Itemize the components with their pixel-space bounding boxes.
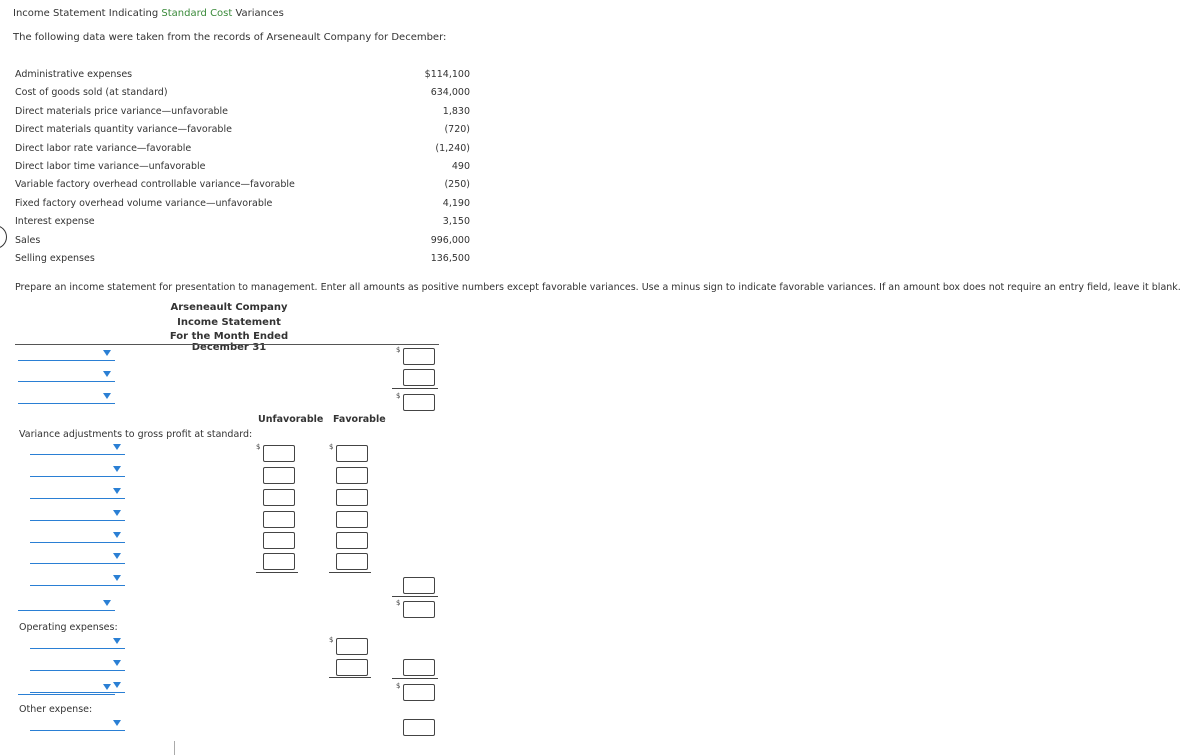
account-dropdown[interactable] — [30, 442, 125, 455]
data-row-value: 136,500 — [430, 253, 470, 264]
title-highlight-link[interactable]: Standard Cost — [161, 8, 233, 19]
total-rule — [329, 677, 371, 678]
company-name: Arseneault Company — [170, 302, 288, 313]
variance-section-label: Variance adjustments to gross profit at standard: — [19, 429, 253, 440]
data-row-label: Sales — [15, 234, 41, 246]
header-rule — [15, 344, 439, 345]
amount-input[interactable] — [403, 577, 435, 594]
account-dropdown[interactable] — [18, 369, 115, 382]
data-row — [15, 106, 470, 124]
amount-input[interactable] — [403, 684, 435, 701]
data-row-label: Direct labor time variance—unfavorable — [15, 161, 206, 172]
account-dropdown[interactable] — [30, 508, 125, 521]
intro-text: The following data were taken from the records of Arseneault Company for December: — [13, 32, 447, 43]
amount-input[interactable] — [403, 394, 435, 411]
amount-input[interactable] — [336, 553, 368, 570]
chevron-down-icon — [103, 684, 111, 690]
amount-input[interactable] — [336, 511, 368, 528]
amount-input[interactable] — [336, 467, 368, 484]
chevron-down-icon — [113, 720, 121, 726]
chevron-down-icon — [113, 444, 121, 450]
data-row-value: $114,100 — [424, 69, 470, 80]
currency-symbol: $ — [396, 682, 401, 690]
text-caret — [174, 741, 175, 755]
amount-input[interactable] — [263, 467, 295, 484]
account-dropdown[interactable] — [18, 348, 115, 361]
account-dropdown[interactable] — [30, 551, 125, 564]
amount-input[interactable] — [336, 489, 368, 506]
chevron-down-icon — [103, 600, 111, 606]
problem-title — [13, 8, 284, 19]
data-row-value: 490 — [451, 161, 470, 172]
amount-input[interactable] — [403, 659, 435, 676]
currency-symbol: $ — [329, 443, 334, 451]
data-row — [15, 216, 470, 234]
currency-symbol: $ — [329, 636, 334, 644]
data-row — [15, 69, 470, 87]
data-row — [15, 143, 470, 161]
chevron-down-icon — [113, 638, 121, 644]
account-dropdown[interactable] — [30, 636, 125, 649]
account-dropdown[interactable] — [18, 598, 115, 611]
amount-input[interactable] — [263, 553, 295, 570]
title-prefix: Income Statement Indicating — [13, 8, 162, 19]
account-dropdown[interactable] — [30, 530, 125, 543]
data-row-value: 3,150 — [442, 216, 470, 228]
data-row-value: 4,190 — [442, 197, 470, 209]
data-row-value: 996,000 — [430, 234, 470, 246]
amount-input[interactable] — [336, 445, 368, 462]
data-row — [15, 235, 470, 253]
operating-expenses-label: Operating expenses: — [19, 622, 118, 633]
account-dropdown[interactable] — [30, 486, 125, 499]
data-row-label: Cost of goods sold (at standard) — [15, 87, 168, 99]
data-row-label: Variable factory overhead controllable variance—favorable — [15, 179, 295, 191]
data-row-label: Direct materials quantity variance—favorable — [15, 124, 232, 136]
amount-input[interactable] — [336, 532, 368, 549]
currency-symbol: $ — [396, 599, 401, 607]
amount-input[interactable] — [403, 719, 435, 736]
amount-input[interactable] — [403, 601, 435, 618]
data-row-label: Administrative expenses — [15, 69, 133, 80]
amount-input[interactable] — [263, 511, 295, 528]
amount-input[interactable] — [403, 369, 435, 386]
data-row-value: (1,240) — [435, 142, 470, 154]
chevron-down-icon — [113, 510, 121, 516]
chevron-down-icon — [113, 553, 121, 559]
amount-input[interactable] — [336, 638, 368, 655]
chevron-down-icon — [113, 660, 121, 666]
account-dropdown[interactable] — [30, 658, 125, 671]
data-row — [15, 161, 470, 179]
data-row — [15, 198, 470, 216]
data-row — [15, 124, 470, 142]
total-rule — [329, 572, 371, 573]
data-row — [15, 87, 470, 105]
amount-input[interactable] — [263, 532, 295, 549]
data-row-label: Direct materials price variance—unfavorable — [15, 105, 229, 117]
instructions-text: Prepare an income statement for presentation to management. Enter all amounts as positive numbers except favorable variances. Use a minus sign to indicate favorable variances. If an amount box does not require an entry field, leave it blank. — [15, 282, 1181, 293]
title-suffix: Variances — [232, 8, 284, 19]
other-expense-label: Other expense: — [19, 704, 93, 715]
total-rule — [392, 596, 438, 597]
amount-input[interactable] — [403, 348, 435, 365]
data-row-value: (720) — [444, 124, 470, 136]
chevron-down-icon — [113, 488, 121, 494]
chevron-down-icon — [103, 393, 111, 399]
chevron-down-icon — [103, 350, 111, 356]
amount-input[interactable] — [263, 489, 295, 506]
account-dropdown[interactable] — [18, 391, 115, 404]
data-row — [15, 253, 470, 271]
account-dropdown[interactable] — [30, 573, 125, 586]
chevron-down-icon — [113, 575, 121, 581]
total-rule — [392, 388, 438, 389]
total-rule — [392, 678, 438, 679]
statement-name: Income Statement — [177, 317, 281, 328]
account-dropdown[interactable] — [30, 718, 125, 731]
account-dropdown[interactable] — [30, 464, 125, 477]
chevron-down-icon — [113, 466, 121, 472]
data-row-value: 634,000 — [430, 87, 470, 99]
data-row — [15, 179, 470, 197]
chevron-down-icon — [113, 532, 121, 538]
statement-period: For the Month Ended December 31 — [169, 331, 289, 353]
account-dropdown[interactable] — [18, 682, 115, 695]
chevron-down-icon — [103, 371, 111, 377]
column-header-favorable: Favorable — [333, 414, 386, 425]
data-row-label: Selling expenses — [15, 253, 95, 264]
mouse-cursor-icon — [0, 225, 7, 249]
column-header-unfavorable: Unfavorable — [258, 414, 324, 425]
currency-symbol: $ — [396, 392, 401, 400]
currency-symbol: $ — [396, 346, 401, 354]
data-row-label: Fixed factory overhead volume variance—unfavorable — [15, 197, 273, 209]
amount-input[interactable] — [336, 659, 368, 676]
data-row-label: Interest expense — [15, 216, 95, 228]
currency-symbol: $ — [256, 443, 261, 451]
total-rule — [256, 572, 298, 573]
data-row-value: 1,830 — [442, 105, 470, 117]
amount-input[interactable] — [263, 445, 295, 462]
data-row-label: Direct labor rate variance—favorable — [15, 142, 192, 154]
data-row-value: (250) — [444, 179, 470, 191]
